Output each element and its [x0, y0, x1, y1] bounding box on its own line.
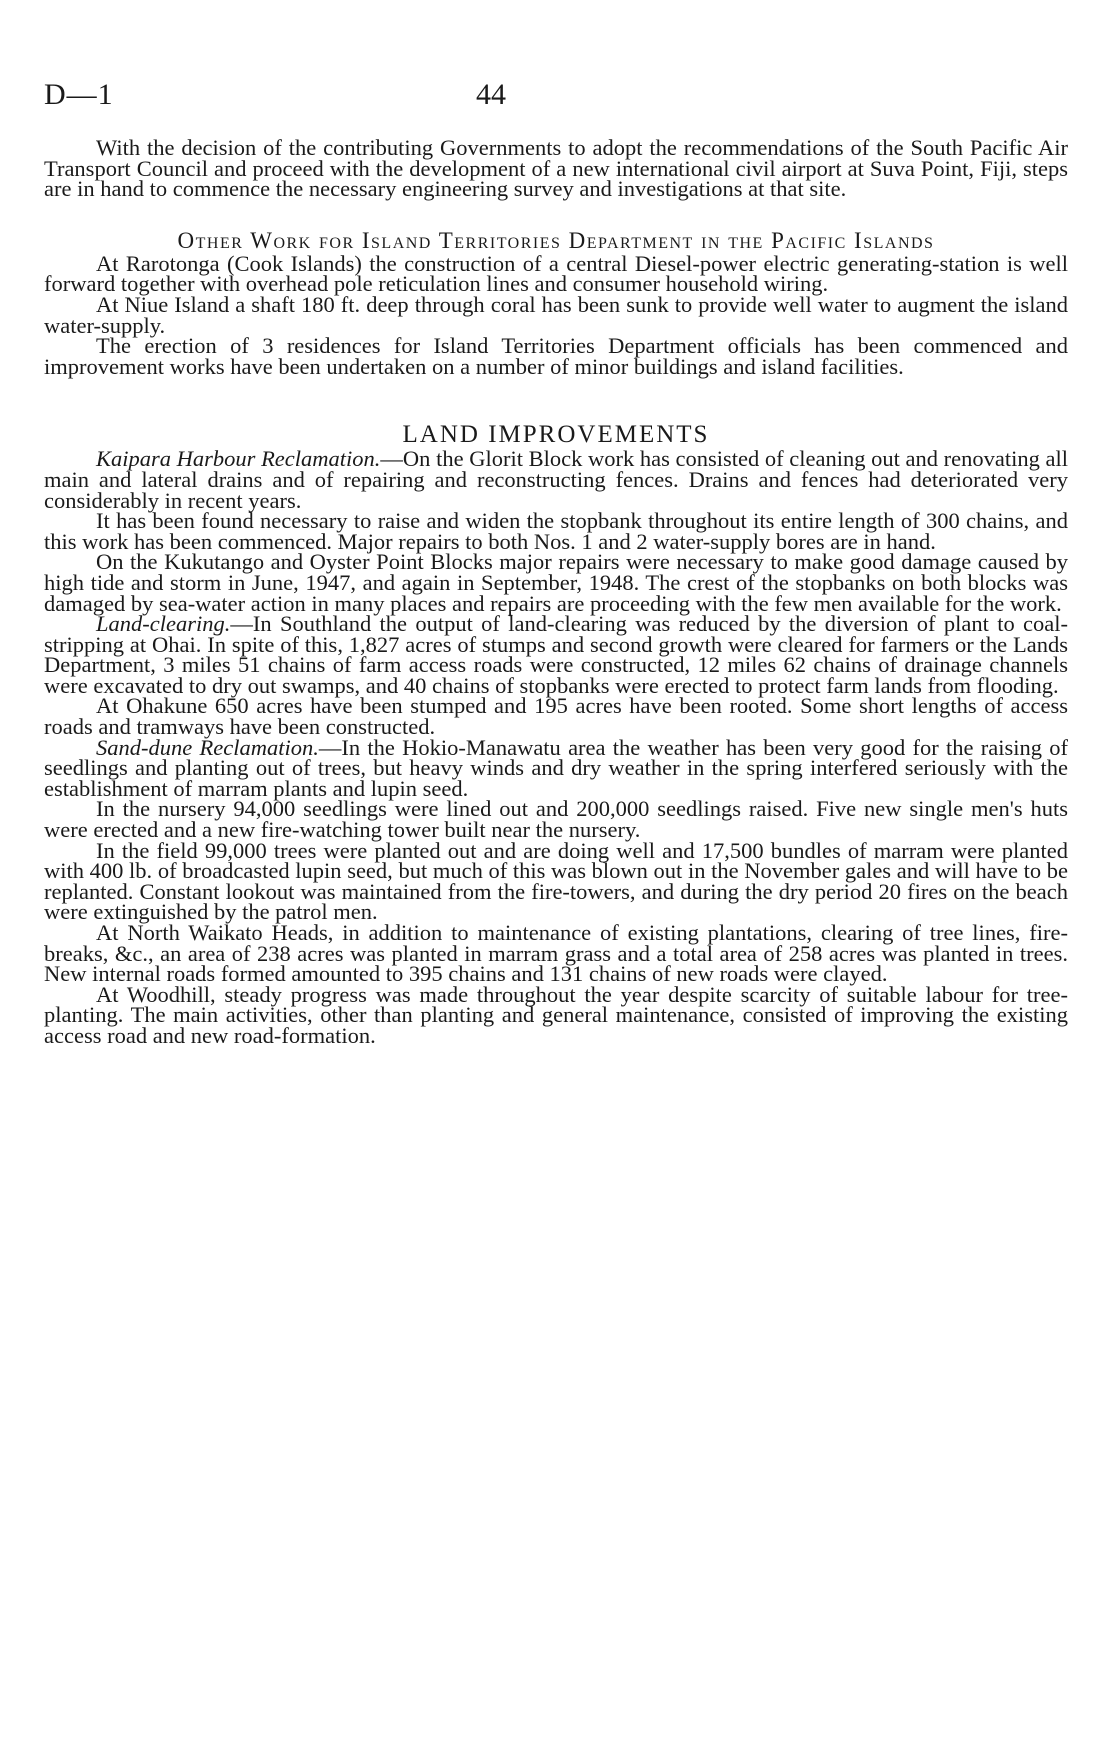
run-in-heading-land-clearing: Land-clearing. — [96, 611, 231, 637]
paragraph-stopbank: It has been found necessary to raise and widen the stopbank throughout its entire length of 300 chains, and this work has been commenced. Major repairs to both Nos. 1 and 2 water-supply bores are in hand. — [44, 508, 1068, 554]
paragraph-kaipara-text: —On the Glorit Block work has consisted of cleaning out and renovating all main and lateral drains and of repairing and reconstructing fences. Drains and fences had deteriorated very considerably in recent years. — [44, 446, 1068, 513]
paragraph-land-clearing-text: —In Southland the output of land-clearing was reduced by the diversion of plant to coal-stripping at Ohai. In spite of this, 1,827 acres of stumps and second growth were cleared for farmers or the Lands Department, 3 miles 51 chains of farm access roads were constructed, 12 miles 62 chains of drainage channels were excavated to dry out swamps, and 40 chains of stopbanks were erected to protect farm lands from flooding. — [44, 611, 1068, 698]
paragraph-woodhill: At Woodhill, steady progress was made throughout the year despite scarcity of suitable labour for tree-planting. The main activities, other than planting and general maintenance, consisted of improving the existing access road and new road-formation. — [44, 981, 1068, 1048]
run-in-heading-kaipara: Kaipara Harbour Reclamation. — [96, 446, 381, 472]
paragraph-residences: The erection of 3 residences for Island Territories Department officials has been commenced and improvement works have been undertaken on a number of minor buildings and island facilities. — [44, 333, 1068, 379]
paragraph-field: In the field 99,000 trees were planted out and are doing well and 17,500 bundles of marram were planted with 400 lb. of broadcasted lupin seed, but much of this was blown out in the November gales and will have to be replanted. Constant lookout was maintained from the fire-towers, and during the dry period 20 fires on the beach were extinguished by the patrol men. — [44, 837, 1068, 925]
paragraph-suva-airport: With the decision of the contributing Governments to adopt the recommendations of the South Pacific Air Transport Council and proceed with the development of a new international civil airport at Suva Point, Fiji, steps are in hand to commence the necessary engineering survey and investigations at that site. — [44, 135, 1068, 202]
paragraph-kukutango: On the Kukutango and Oyster Point Blocks major repairs were necessary to make good damage caused by high tide and storm in June, 1947, and again in September, 1948. The crest of the stopbanks on both blocks was damaged by sea-water action in many places and repairs are proceeding with the few men available for the work. — [44, 549, 1068, 616]
paragraph-niue: At Niue Island a shaft 180 ft. deep through coral has been sunk to provide well water to augment the island water-supply. — [44, 291, 1068, 338]
run-in-heading-sand-dune: Sand-dune Reclamation. — [96, 734, 319, 760]
paragraph-nursery: In the nursery 94,000 seedlings were lined out and 200,000 seedlings raised. Five new single men's huts were erected and a new fire-watching tower built near the nursery. — [44, 796, 1068, 843]
section-heading-other-work: Other Work for Island Territories Department in the Pacific Islands — [177, 227, 935, 253]
page-number: 44 — [476, 78, 506, 111]
paragraph-north-waikato: At North Waikato Heads, in addition to maintenance of existing plantations, clearing of tree lines, fire-breaks, &c., an area of 238 acres was planted in marram grass and a total area of 258 acres was planted in trees. New internal roads formed amounted to 395 chains and 131 chains of new roads were clayed. — [44, 920, 1068, 987]
paragraph-ohakune: At Ohakune 650 acres have been stumped and 195 acres have been rooted. Some short lengths of access roads and tramways have been constructed. — [44, 693, 1068, 740]
section-heading-land-improvements: LAND IMPROVEMENTS — [402, 421, 710, 449]
paragraph-rarotonga: At Rarotonga (Cook Islands) the construction of a central Diesel-power electric generating-station is well forward together with overhead pole reticulation lines and consumer household wiring. — [44, 250, 1068, 297]
paragraph-sand-dune-text: —In the Hokio-Manawatu area the weather has been very good for the raising of seedlings and planting out of trees, but heavy winds and dry weather in the spring interfered seriously with the establishment of marram plants and lupin seed. — [44, 734, 1068, 801]
paragraph-sand-dune — [44, 734, 1068, 801]
paragraph-land-clearing — [44, 611, 1068, 698]
page-body — [44, 135, 1068, 1048]
document-code: D—1 — [44, 78, 114, 111]
paragraph-kaipara — [44, 446, 1068, 513]
